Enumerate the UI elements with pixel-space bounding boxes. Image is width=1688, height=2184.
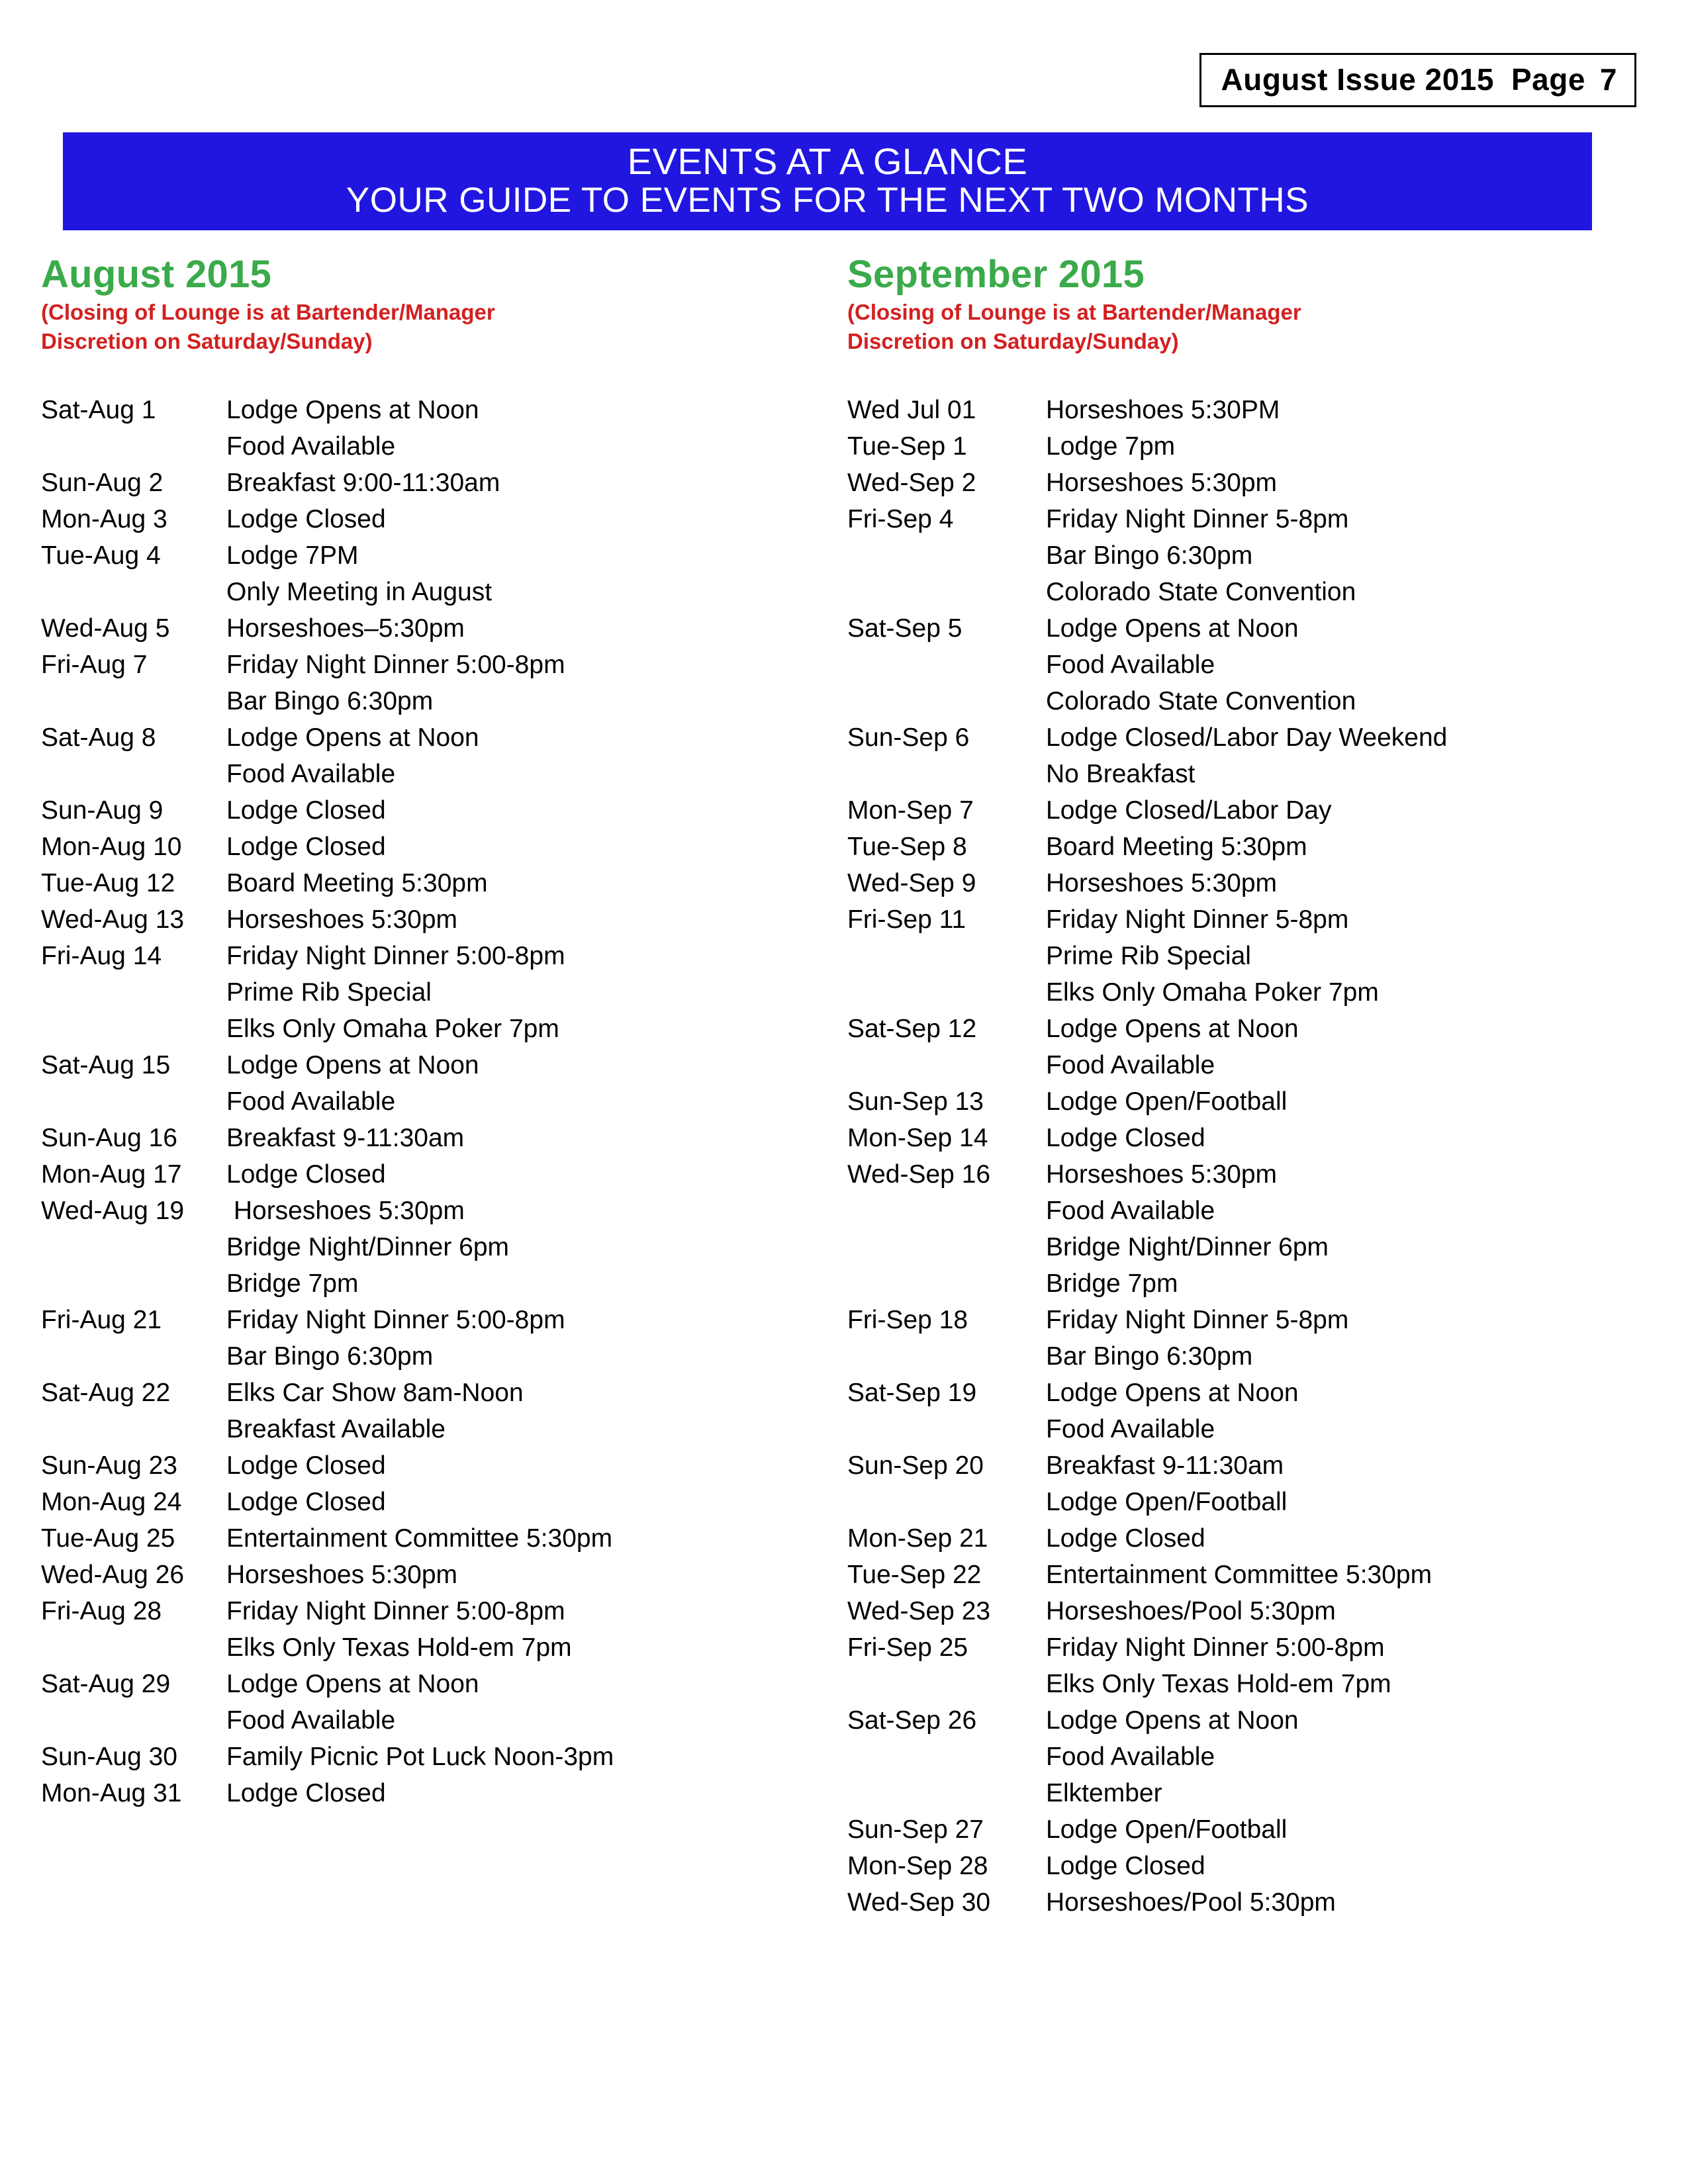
event-row [41, 907, 822, 943]
events-banner [63, 132, 1592, 230]
issue-header-box [1199, 53, 1636, 107]
august-events-list [41, 397, 822, 1817]
event-date: Mon-Aug 31 [41, 1779, 182, 1808]
event-date: Wed-Sep 9 [847, 869, 976, 898]
event-description: Lodge Closed [226, 1488, 386, 1517]
event-date: Fri-Sep 25 [847, 1633, 968, 1662]
event-row [847, 1416, 1662, 1453]
event-description: No Breakfast [1046, 760, 1196, 789]
event-description: Lodge Closed/Labor Day [1046, 796, 1332, 825]
event-row [41, 1671, 822, 1707]
event-description: Food Available [1046, 1743, 1215, 1772]
event-row [41, 543, 822, 579]
september-column [847, 255, 1662, 1926]
event-date: Mon-Aug 3 [41, 505, 167, 534]
august-column [41, 255, 822, 1817]
event-description: Family Picnic Pot Luck Noon-3pm [226, 1743, 614, 1772]
event-date: Sun-Aug 30 [41, 1743, 177, 1772]
event-description: Entertainment Committee 5:30pm [1046, 1561, 1432, 1590]
event-row [847, 688, 1662, 725]
event-row [847, 797, 1662, 834]
event-date: Mon-Aug 24 [41, 1488, 182, 1517]
event-row [41, 1562, 822, 1598]
event-description: Lodge Closed [226, 796, 386, 825]
event-description: Elks Only Texas Hold-em 7pm [1046, 1670, 1391, 1699]
september-events-list [847, 397, 1662, 1926]
event-description: Lodge Closed [1046, 1524, 1205, 1553]
event-description: Elks Only Omaha Poker 7pm [1046, 978, 1379, 1007]
lounge-note-august-line2: Discretion on Saturday/Sunday) [41, 329, 373, 354]
event-row [41, 761, 822, 797]
event-description: Lodge Opens at Noon [226, 1670, 479, 1699]
event-description: Friday Night Dinner 5-8pm [1046, 1306, 1349, 1335]
event-row [847, 397, 1662, 433]
lounge-note-september-line2: Discretion on Saturday/Sunday) [847, 329, 1179, 354]
event-row [847, 943, 1662, 979]
event-date: Wed-Sep 2 [847, 469, 976, 498]
event-date: Sun-Aug 9 [41, 796, 164, 825]
event-date: Mon-Sep 14 [847, 1124, 988, 1153]
event-row [41, 1598, 822, 1635]
event-description: Horseshoes/Pool 5:30pm [1046, 1597, 1336, 1626]
event-description: Friday Night Dinner 5:00-8pm [1046, 1633, 1385, 1662]
event-row [41, 433, 822, 470]
event-description: Lodge Opens at Noon [1046, 614, 1299, 643]
event-description: Elks Car Show 8am-Noon [226, 1379, 524, 1408]
event-description: Lodge Opens at Noon [1046, 1015, 1299, 1044]
event-row [847, 725, 1662, 761]
event-row [41, 1707, 822, 1744]
event-description: Friday Night Dinner 5:00-8pm [226, 1306, 565, 1335]
issue-label: August Issue 2015 [1221, 62, 1494, 97]
event-date: Tue-Sep 22 [847, 1561, 982, 1590]
event-description: Board Meeting 5:30pm [226, 869, 488, 898]
event-description: Food Available [1046, 1197, 1215, 1226]
event-row [41, 1453, 822, 1489]
event-description: Food Available [226, 1087, 396, 1116]
event-row [847, 1780, 1662, 1817]
event-row [41, 1780, 822, 1817]
event-date: Fri-Aug 28 [41, 1597, 162, 1626]
event-date: Wed-Sep 30 [847, 1888, 991, 1917]
page-number: 7 [1599, 62, 1617, 97]
event-row [847, 1016, 1662, 1052]
event-description: Food Available [1046, 1051, 1215, 1080]
event-description: Breakfast Available [226, 1415, 445, 1444]
event-row [847, 761, 1662, 797]
event-description: Lodge Open/Football [1046, 1087, 1288, 1116]
event-row [41, 1198, 822, 1234]
event-row [41, 870, 822, 907]
event-date: Sat-Aug 15 [41, 1051, 171, 1080]
event-date: Fri-Sep 18 [847, 1306, 968, 1335]
event-date: Sat-Sep 19 [847, 1379, 977, 1408]
event-row [41, 1307, 822, 1343]
event-description: Board Meeting 5:30pm [1046, 833, 1307, 862]
event-row [847, 470, 1662, 506]
event-date: Wed-Aug 13 [41, 905, 185, 934]
event-date: Mon-Sep 7 [847, 796, 974, 825]
event-row [41, 834, 822, 870]
event-row [41, 506, 822, 543]
event-description: Bridge 7pm [1046, 1269, 1178, 1298]
event-description: Lodge Closed [1046, 1852, 1205, 1881]
event-date: Wed-Aug 19 [41, 1197, 185, 1226]
event-row [847, 1161, 1662, 1198]
event-description: Lodge Closed [226, 1160, 386, 1189]
event-description: Food Available [1046, 651, 1215, 680]
event-row [41, 397, 822, 433]
event-description: Horseshoes/Pool 5:30pm [1046, 1888, 1336, 1917]
event-date: Sun-Sep 20 [847, 1451, 984, 1480]
lounge-note-september-line1: (Closing of Lounge is at Bartender/Manager [847, 299, 1301, 324]
event-description: Colorado State Convention [1046, 578, 1356, 607]
event-description: Lodge Open/Football [1046, 1488, 1288, 1517]
event-description: Bar Bingo 6:30pm [226, 1342, 434, 1371]
month-heading-august: August 2015 [41, 253, 272, 296]
event-description: Horseshoes 5:30pm [1046, 1160, 1278, 1189]
event-description: Lodge Closed [1046, 1124, 1205, 1153]
event-row [41, 579, 822, 615]
event-row [41, 1343, 822, 1380]
event-description: Elks Only Texas Hold-em 7pm [226, 1633, 572, 1662]
event-description: Breakfast 9:00-11:30am [226, 469, 500, 498]
event-description: Horseshoes 5:30PM [1046, 396, 1280, 425]
event-date: Sat-Sep 5 [847, 614, 962, 643]
event-row [847, 1380, 1662, 1416]
event-description: Bridge Night/Dinner 6pm [1046, 1233, 1329, 1262]
event-description: Elks Only Omaha Poker 7pm [226, 1015, 559, 1044]
event-date: Sun-Aug 23 [41, 1451, 177, 1480]
event-date: Sun-Aug 2 [41, 469, 164, 498]
event-description: Breakfast 9-11:30am [1046, 1451, 1284, 1480]
event-row [41, 1271, 822, 1307]
event-row [847, 1125, 1662, 1161]
event-row [847, 1198, 1662, 1234]
event-description: Breakfast 9-11:30am [226, 1124, 465, 1153]
event-row [41, 1635, 822, 1671]
event-description: Lodge Opens at Noon [1046, 1379, 1299, 1408]
event-description: Lodge Closed/Labor Day Weekend [1046, 723, 1448, 752]
event-row [847, 870, 1662, 907]
event-row [41, 1161, 822, 1198]
event-row [847, 834, 1662, 870]
event-row [847, 1307, 1662, 1343]
event-description: Lodge Opens at Noon [1046, 1706, 1299, 1735]
event-row [41, 1016, 822, 1052]
event-date: Tue-Aug 4 [41, 541, 161, 570]
event-row [41, 725, 822, 761]
event-description: Friday Night Dinner 5:00-8pm [226, 651, 565, 680]
event-row [847, 543, 1662, 579]
event-description: Horseshoes 5:30pm [226, 905, 458, 934]
event-date: Fri-Aug 14 [41, 942, 162, 971]
event-description: Lodge Closed [226, 833, 386, 862]
event-date: Tue-Sep 8 [847, 833, 967, 862]
event-description: Lodge 7pm [1046, 432, 1176, 461]
event-date: Wed-Sep 23 [847, 1597, 991, 1626]
event-description: Bridge 7pm [226, 1269, 359, 1298]
event-description: Prime Rib Special [226, 978, 432, 1007]
event-row [41, 1489, 822, 1525]
event-description: Food Available [226, 760, 396, 789]
event-description: Prime Rib Special [1046, 942, 1251, 971]
event-date: Sun-Sep 6 [847, 723, 970, 752]
event-description: Lodge Closed [226, 1779, 386, 1808]
event-date: Sat-Sep 12 [847, 1015, 977, 1044]
event-row [847, 1744, 1662, 1780]
event-date: Wed-Aug 26 [41, 1561, 185, 1590]
event-date: Sat-Aug 22 [41, 1379, 171, 1408]
event-description: Lodge Closed [226, 505, 386, 534]
event-row [41, 652, 822, 688]
event-date: Sun-Sep 13 [847, 1087, 984, 1116]
event-date: Mon-Sep 21 [847, 1524, 988, 1553]
event-description: Lodge 7PM [226, 541, 359, 570]
event-row [847, 1635, 1662, 1671]
banner-title: EVENTS AT A GLANCE [627, 140, 1028, 182]
event-row [41, 1125, 822, 1161]
event-row [41, 797, 822, 834]
event-description: Lodge Closed [226, 1451, 386, 1480]
event-date: Sat-Aug 1 [41, 396, 156, 425]
event-row [41, 943, 822, 979]
event-row [847, 1525, 1662, 1562]
event-description: Lodge Opens at Noon [226, 723, 479, 752]
event-row [41, 1525, 822, 1562]
event-date: Sat-Aug 29 [41, 1670, 171, 1699]
banner-subtitle: YOUR GUIDE TO EVENTS FOR THE NEXT TWO MONTHS [346, 181, 1309, 220]
event-description: Lodge Open/Football [1046, 1815, 1288, 1844]
event-row [847, 1343, 1662, 1380]
event-row [41, 1380, 822, 1416]
event-row [41, 1416, 822, 1453]
event-description: Horseshoes 5:30pm [226, 1561, 458, 1590]
event-date: Tue-Aug 12 [41, 869, 175, 898]
event-description: Bar Bingo 6:30pm [1046, 541, 1253, 570]
event-description: Horseshoes 5:30pm [226, 1197, 465, 1226]
event-description: Horseshoes 5:30pm [1046, 869, 1278, 898]
event-row [847, 579, 1662, 615]
event-date: Sat-Aug 8 [41, 723, 156, 752]
event-date: Tue-Sep 1 [847, 432, 967, 461]
event-row [847, 1489, 1662, 1525]
event-row [847, 1817, 1662, 1853]
event-date: Wed Jul 01 [847, 396, 976, 425]
event-row [847, 1453, 1662, 1489]
event-date: Mon-Aug 10 [41, 833, 182, 862]
event-row [847, 433, 1662, 470]
event-description: Friday Night Dinner 5:00-8pm [226, 1597, 565, 1626]
event-row [847, 1562, 1662, 1598]
event-row [847, 907, 1662, 943]
event-date: Mon-Sep 28 [847, 1852, 988, 1881]
event-row [41, 1052, 822, 1089]
event-description: Elktember [1046, 1779, 1162, 1808]
event-row [847, 1089, 1662, 1125]
event-description: Colorado State Convention [1046, 687, 1356, 716]
event-description: Food Available [226, 1706, 396, 1735]
event-row [847, 1853, 1662, 1889]
event-row [41, 1744, 822, 1780]
event-date: Tue-Aug 25 [41, 1524, 175, 1553]
event-description: Only Meeting in August [226, 578, 492, 607]
month-heading-september: September 2015 [847, 253, 1145, 296]
event-row [847, 1671, 1662, 1707]
event-row [847, 615, 1662, 652]
event-date: Wed-Sep 16 [847, 1160, 991, 1189]
event-description: Horseshoes–5:30pm [226, 614, 465, 643]
event-description: Horseshoes 5:30pm [1046, 469, 1278, 498]
lounge-note-august-line1: (Closing of Lounge is at Bartender/Manager [41, 299, 495, 324]
event-date: Fri-Sep 4 [847, 505, 954, 534]
event-description: Friday Night Dinner 5-8pm [1046, 505, 1349, 534]
event-row [41, 1089, 822, 1125]
event-date: Sat-Sep 26 [847, 1706, 977, 1735]
event-date: Mon-Aug 17 [41, 1160, 182, 1189]
event-description: Lodge Opens at Noon [226, 396, 479, 425]
event-row [847, 1234, 1662, 1271]
event-description: Friday Night Dinner 5-8pm [1046, 905, 1349, 934]
event-row [41, 979, 822, 1016]
event-description: Lodge Opens at Noon [226, 1051, 479, 1080]
event-row [847, 1889, 1662, 1926]
event-row [847, 1598, 1662, 1635]
event-row [847, 1052, 1662, 1089]
event-date: Fri-Aug 7 [41, 651, 148, 680]
event-date: Sun-Sep 27 [847, 1815, 984, 1844]
event-description: Bar Bingo 6:30pm [226, 687, 434, 716]
event-description: Bar Bingo 6:30pm [1046, 1342, 1253, 1371]
event-date: Wed-Aug 5 [41, 614, 170, 643]
event-description: Food Available [1046, 1415, 1215, 1444]
event-row [847, 652, 1662, 688]
event-date: Sun-Aug 16 [41, 1124, 177, 1153]
event-description: Friday Night Dinner 5:00-8pm [226, 942, 565, 971]
event-row [847, 506, 1662, 543]
event-description: Bridge Night/Dinner 6pm [226, 1233, 510, 1262]
event-row [847, 1271, 1662, 1307]
event-description: Entertainment Committee 5:30pm [226, 1524, 613, 1553]
event-row [847, 979, 1662, 1016]
event-date: Fri-Aug 21 [41, 1306, 162, 1335]
event-row [847, 1707, 1662, 1744]
event-description: Food Available [226, 432, 396, 461]
event-row [41, 1234, 822, 1271]
event-row [41, 688, 822, 725]
event-row [41, 470, 822, 506]
event-date: Fri-Sep 11 [847, 905, 966, 934]
event-row [41, 615, 822, 652]
page-label: Page [1511, 62, 1585, 97]
